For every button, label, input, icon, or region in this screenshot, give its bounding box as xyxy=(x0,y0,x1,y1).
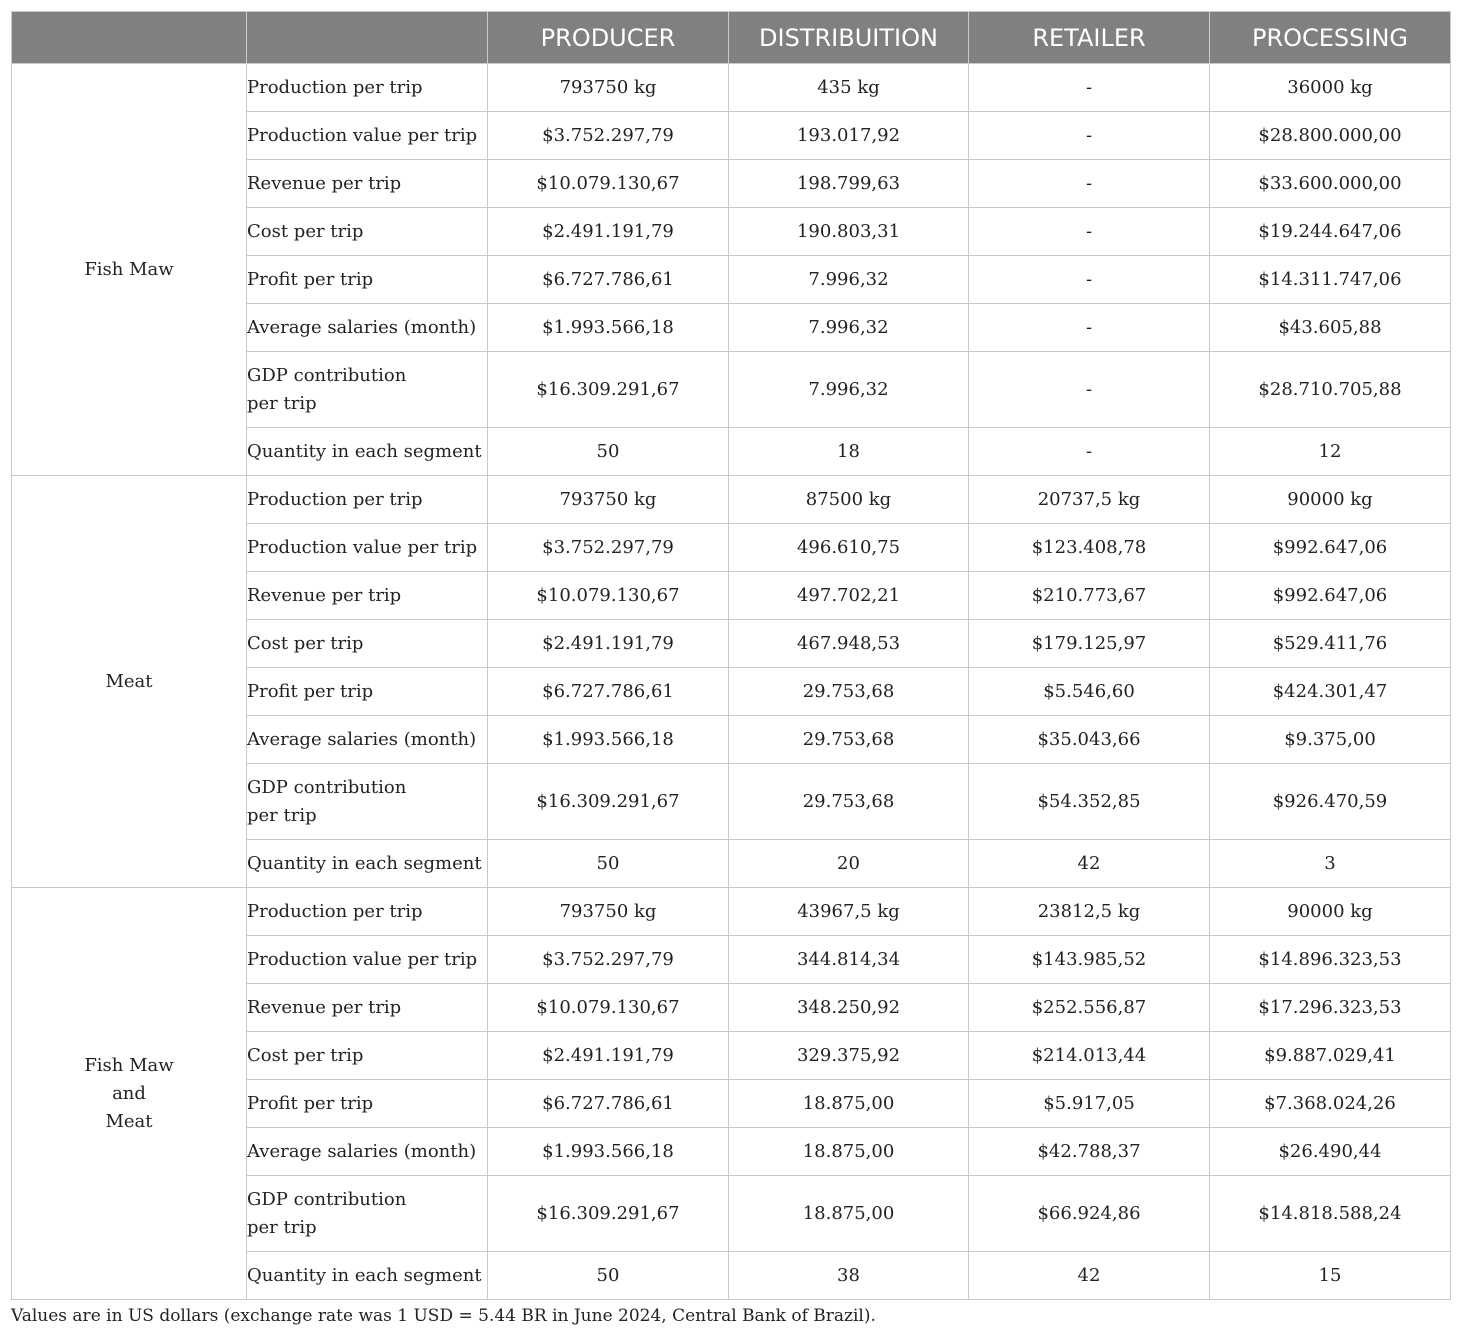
distribution-value-cell: 18.875,00 xyxy=(729,1176,969,1252)
processing-value-cell: $424.301,47 xyxy=(1210,668,1451,716)
retailer-value-cell: 20737,5 kg xyxy=(969,476,1210,524)
distribution-value-cell: 18 xyxy=(729,428,969,476)
processing-value-cell: $28.710.705,88 xyxy=(1210,352,1451,428)
metric-label-cell: GDP contribution per trip xyxy=(247,352,488,428)
producer-value-cell: $1.993.566,18 xyxy=(488,716,729,764)
distribution-value-cell: 18.875,00 xyxy=(729,1080,969,1128)
header-cell-group xyxy=(12,12,247,64)
producer-value-cell: 793750 kg xyxy=(488,476,729,524)
metric-label-cell: GDP contribution per trip xyxy=(247,764,488,840)
distribution-value-cell: 38 xyxy=(729,1252,969,1300)
distribution-value-cell: 497.702,21 xyxy=(729,572,969,620)
metric-label-cell: Production per trip xyxy=(247,64,488,112)
retailer-value-cell: - xyxy=(969,428,1210,476)
processing-value-cell: $28.800.000,00 xyxy=(1210,112,1451,160)
retailer-value-cell: $35.043,66 xyxy=(969,716,1210,764)
producer-value-cell: 50 xyxy=(488,840,729,888)
producer-value-cell: $1.993.566,18 xyxy=(488,304,729,352)
producer-value-cell: $3.752.297,79 xyxy=(488,112,729,160)
distribution-value-cell: 435 kg xyxy=(729,64,969,112)
distribution-value-cell: 29.753,68 xyxy=(729,764,969,840)
producer-value-cell: 793750 kg xyxy=(488,64,729,112)
metric-label-cell: Quantity in each segment xyxy=(247,428,488,476)
header-row xyxy=(12,12,1451,64)
retailer-value-cell: $42.788,37 xyxy=(969,1128,1210,1176)
group-label-cell: Fish Maw and Meat xyxy=(12,888,247,1300)
processing-value-cell: $17.296.323,53 xyxy=(1210,984,1451,1032)
processing-value-cell: $926.470,59 xyxy=(1210,764,1451,840)
retailer-value-cell: - xyxy=(969,64,1210,112)
processing-value-cell: $529.411,76 xyxy=(1210,620,1451,668)
producer-value-cell: $10.079.130,67 xyxy=(488,160,729,208)
producer-value-cell: $6.727.786,61 xyxy=(488,1080,729,1128)
header-cell-distribution: DISTRIBUITION xyxy=(729,12,969,64)
metric-label-cell: Cost per trip xyxy=(247,620,488,668)
retailer-value-cell: - xyxy=(969,304,1210,352)
metric-label-cell: Average salaries (month) xyxy=(247,1128,488,1176)
table-row xyxy=(12,476,1451,524)
processing-value-cell: $7.368.024,26 xyxy=(1210,1080,1451,1128)
retailer-value-cell: - xyxy=(969,112,1210,160)
table-row xyxy=(12,888,1451,936)
processing-value-cell: 36000 kg xyxy=(1210,64,1451,112)
distribution-value-cell: 87500 kg xyxy=(729,476,969,524)
processing-value-cell: 15 xyxy=(1210,1252,1451,1300)
metric-label-cell: Average salaries (month) xyxy=(247,716,488,764)
metric-label-cell: Production value per trip xyxy=(247,524,488,572)
retailer-value-cell: $5.546,60 xyxy=(969,668,1210,716)
distribution-value-cell: 29.753,68 xyxy=(729,716,969,764)
metric-label-cell: Production per trip xyxy=(247,888,488,936)
header-cell-metric xyxy=(247,12,488,64)
metric-label-cell: Profit per trip xyxy=(247,668,488,716)
retailer-value-cell: 42 xyxy=(969,840,1210,888)
retailer-value-cell: $143.985,52 xyxy=(969,936,1210,984)
retailer-value-cell: $5.917,05 xyxy=(969,1080,1210,1128)
metric-label-cell: Average salaries (month) xyxy=(247,304,488,352)
distribution-value-cell: 7.996,32 xyxy=(729,304,969,352)
producer-value-cell: $16.309.291,67 xyxy=(488,352,729,428)
distribution-value-cell: 329.375,92 xyxy=(729,1032,969,1080)
retailer-value-cell: $54.352,85 xyxy=(969,764,1210,840)
producer-value-cell: $16.309.291,67 xyxy=(488,764,729,840)
table-row xyxy=(12,64,1451,112)
processing-value-cell: $33.600.000,00 xyxy=(1210,160,1451,208)
processing-value-cell: 90000 kg xyxy=(1210,888,1451,936)
metric-label-cell: Cost per trip xyxy=(247,208,488,256)
processing-value-cell: $9.375,00 xyxy=(1210,716,1451,764)
processing-value-cell: $992.647,06 xyxy=(1210,524,1451,572)
retailer-value-cell: - xyxy=(969,160,1210,208)
footnote: Values are in US dollars (exchange rate was 1 USD = 5.44 BR in June 2024, Central Bank of Brazil). xyxy=(11,1306,876,1326)
retailer-value-cell: $214.013,44 xyxy=(969,1032,1210,1080)
distribution-value-cell: 29.753,68 xyxy=(729,668,969,716)
producer-value-cell: 50 xyxy=(488,428,729,476)
retailer-value-cell: $123.408,78 xyxy=(969,524,1210,572)
distribution-value-cell: 190.803,31 xyxy=(729,208,969,256)
producer-value-cell: $10.079.130,67 xyxy=(488,572,729,620)
processing-value-cell: $992.647,06 xyxy=(1210,572,1451,620)
distribution-value-cell: 467.948,53 xyxy=(729,620,969,668)
retailer-value-cell: 42 xyxy=(969,1252,1210,1300)
header-cell-retailer: RETAILER xyxy=(969,12,1210,64)
retailer-value-cell: - xyxy=(969,256,1210,304)
producer-value-cell: $6.727.786,61 xyxy=(488,256,729,304)
processing-value-cell: 12 xyxy=(1210,428,1451,476)
producer-value-cell: $3.752.297,79 xyxy=(488,524,729,572)
distribution-value-cell: 344.814,34 xyxy=(729,936,969,984)
metric-label-cell: Profit per trip xyxy=(247,1080,488,1128)
group-label-cell: Meat xyxy=(12,476,247,888)
metric-label-cell: Revenue per trip xyxy=(247,572,488,620)
retailer-value-cell: 23812,5 kg xyxy=(969,888,1210,936)
producer-value-cell: $10.079.130,67 xyxy=(488,984,729,1032)
producer-value-cell: $6.727.786,61 xyxy=(488,668,729,716)
producer-value-cell: $1.993.566,18 xyxy=(488,1128,729,1176)
distribution-value-cell: 43967,5 kg xyxy=(729,888,969,936)
producer-value-cell: $3.752.297,79 xyxy=(488,936,729,984)
processing-value-cell: $14.311.747,06 xyxy=(1210,256,1451,304)
processing-value-cell: $19.244.647,06 xyxy=(1210,208,1451,256)
retailer-value-cell: $179.125,97 xyxy=(969,620,1210,668)
header-cell-producer: PRODUCER xyxy=(488,12,729,64)
distribution-value-cell: 348.250,92 xyxy=(729,984,969,1032)
producer-value-cell: 793750 kg xyxy=(488,888,729,936)
processing-value-cell: 3 xyxy=(1210,840,1451,888)
retailer-value-cell: $210.773,67 xyxy=(969,572,1210,620)
retailer-value-cell: $252.556,87 xyxy=(969,984,1210,1032)
distribution-value-cell: 7.996,32 xyxy=(729,352,969,428)
retailer-value-cell: - xyxy=(969,208,1210,256)
distribution-value-cell: 7.996,32 xyxy=(729,256,969,304)
processing-value-cell: 90000 kg xyxy=(1210,476,1451,524)
metric-label-cell: Profit per trip xyxy=(247,256,488,304)
producer-value-cell: $2.491.191,79 xyxy=(488,1032,729,1080)
metric-label-cell: Quantity in each segment xyxy=(247,840,488,888)
table-body xyxy=(12,64,1451,1300)
processing-value-cell: $43.605,88 xyxy=(1210,304,1451,352)
distribution-value-cell: 198.799,63 xyxy=(729,160,969,208)
processing-value-cell: $9.887.029,41 xyxy=(1210,1032,1451,1080)
distribution-value-cell: 20 xyxy=(729,840,969,888)
metric-label-cell: Revenue per trip xyxy=(247,160,488,208)
producer-value-cell: $2.491.191,79 xyxy=(488,620,729,668)
data-table xyxy=(11,11,1451,1300)
metric-label-cell: GDP contribution per trip xyxy=(247,1176,488,1252)
metric-label-cell: Production value per trip xyxy=(247,112,488,160)
retailer-value-cell: $66.924,86 xyxy=(969,1176,1210,1252)
distribution-value-cell: 193.017,92 xyxy=(729,112,969,160)
processing-value-cell: $14.896.323,53 xyxy=(1210,936,1451,984)
producer-value-cell: 50 xyxy=(488,1252,729,1300)
metric-label-cell: Production value per trip xyxy=(247,936,488,984)
processing-value-cell: $26.490,44 xyxy=(1210,1128,1451,1176)
header-cell-processing: PROCESSING xyxy=(1210,12,1451,64)
metric-label-cell: Quantity in each segment xyxy=(247,1252,488,1300)
retailer-value-cell: - xyxy=(969,352,1210,428)
distribution-value-cell: 496.610,75 xyxy=(729,524,969,572)
producer-value-cell: $2.491.191,79 xyxy=(488,208,729,256)
distribution-value-cell: 18.875,00 xyxy=(729,1128,969,1176)
producer-value-cell: $16.309.291,67 xyxy=(488,1176,729,1252)
group-label-cell: Fish Maw xyxy=(12,64,247,476)
metric-label-cell: Production per trip xyxy=(247,476,488,524)
metric-label-cell: Revenue per trip xyxy=(247,984,488,1032)
metric-label-cell: Cost per trip xyxy=(247,1032,488,1080)
processing-value-cell: $14.818.588,24 xyxy=(1210,1176,1451,1252)
